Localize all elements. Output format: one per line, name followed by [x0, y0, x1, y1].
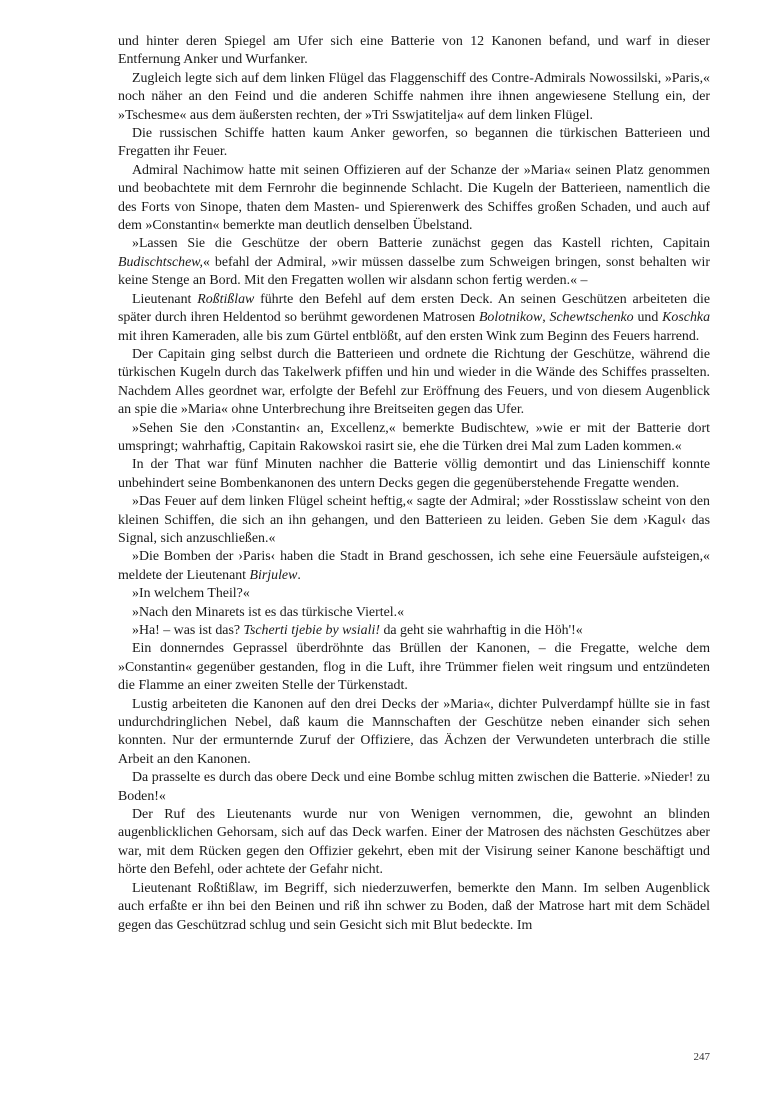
paragraph — [118, 622, 710, 640]
italic-text: Roßtißlaw — [197, 291, 255, 307]
italic-text: Tscherti tjebie by wsiali! — [243, 623, 380, 638]
text-run: Lustig arbeiteten die Kanonen auf den drei Decks der »Maria«, dichter Pulverdampf hüllte sie in fast undurchdringlichen Nebel, daß kaum die Mannschaften der Geschütze neben einander sich sehen konnten. Nur der ermunternde Zuruf der Offiziere, das Ächzen der Verwundeten unterbrach die stille Arbeit an den Kanonen. — [118, 696, 710, 767]
text-run: »Die Bomben der ›Paris‹ haben die Stadt in Brand geschossen, ich sehe eine Feuersäule aufsteigen,« meldete der Lieutenant — [118, 549, 710, 583]
paragraph — [118, 291, 710, 346]
text-run: und hinter deren Spiegel am Ufer sich eine Batterie von 12 Kanonen befand, und warf in dieser Entfernung Anker und Wurfanker. — [118, 34, 710, 68]
paragraph — [118, 456, 710, 493]
text-run: In der That war fünf Minuten nachher die Batterie völlig demontirt und das Linienschiff konnte unbehindert seine Bombenkanonen des untern Decks gegen die gegenüberstehende Fregatte wenden. — [118, 457, 710, 491]
text-run: Der Ruf des Lieutenants wurde nur von Wenigen vernommen, die, gewohnt an blinden augenblicklichen Gehorsam, sich auf das Deck warfen. Einer der Matrosen des nächsten Geschützes aber war, mit dem Rücken gegen den Offizier gekehrt, eben mit der Visirung seiner Kanone beschäftigt und hörte den Befehl, oder achtete der Gefahr nicht. — [118, 807, 710, 878]
text-run: Ein donnerndes Geprassel überdröhnte das Brüllen der Kanonen, – die Fregatte, welche dem »Constantin« gegenüber gestanden, flog in die Luft, ihre Trümmer fielen weit ringsum und entzündeten die Flamme an einer zweiten Stelle der Türkenstadt. — [118, 641, 710, 694]
text-run: Lieutenant — [132, 291, 198, 307]
text-run: »Ha! – was ist das? — [132, 623, 244, 638]
book-page-text — [118, 33, 710, 935]
italic-text: Budischtschew, — [118, 254, 203, 270]
text-run: « befahl der Admiral, »wir müssen dasselbe zum Schweigen bringen, sonst behalten wir keine Stenge an Bord. Mit den Fregatten wollen wir alsdann schon fertig werden.« – — [118, 254, 710, 289]
text-run: Da prasselte es durch das obere Deck und eine Bombe schlug mitten zwischen die Batterie. »Nieder! zu Boden!« — [118, 770, 710, 804]
paragraph — [118, 346, 710, 420]
italic-text: Schewtschenko — [549, 310, 634, 326]
text-run: »Lassen Sie die Geschütze der obern Batterie zunächst gegen das Kastell richten, Capitain — [132, 236, 710, 252]
paragraph — [118, 806, 710, 880]
paragraph — [118, 420, 710, 457]
italic-text: Birjulew — [249, 567, 298, 583]
text-run: . — [297, 567, 301, 583]
italic-text: Bolotnikow — [478, 310, 543, 326]
text-run: Die russischen Schiffe hatten kaum Anker geworfen, so begannen die türkischen Batterieen und Fregatten ihr Feuer. — [118, 126, 710, 160]
text-run: »Das Feuer auf dem linken Flügel scheint heftig,« sagte der Admiral; »der Rosstisslaw scheint von den kleinen Schiffen, die sich an ihn gehangen, und den Batterieen zu leiden. Geben Sie dem ›Kagul‹ das Signal, sich anzuschließen.« — [118, 494, 710, 546]
paragraph — [118, 235, 710, 290]
text-run: führte den Befehl auf dem ersten Deck. An seinen Geschützen arbeiteten die später durch ihren Heldentod so berühmt gewordenen Matrosen — [118, 291, 710, 326]
italic-text: Koschka — [662, 310, 711, 326]
paragraph — [118, 769, 710, 806]
text-run: »Nach den Minarets ist es das türkische Viertel.« — [132, 604, 405, 620]
paragraph — [118, 548, 710, 585]
text-run: da geht sie wahrhaftig in die Höh'!« — [379, 623, 583, 638]
paragraph — [118, 640, 710, 695]
paragraph — [118, 493, 710, 548]
text-run: Zugleich legte sich auf dem linken Flügel das Flaggenschiff des Contre-Admirals Nowossilski, »Paris,« noch näher an den Feind und die anderen Schiffe nahmen ihre ihnen angewiesene Stellung ein, der »Tschesme« aus dem äußersten rechten, der »Tri Sswjatitelja« auf dem linken Flügel. — [118, 70, 710, 123]
text-run: »In welchem Theil?« — [132, 586, 250, 602]
paragraph — [118, 880, 710, 935]
text-run: mit ihren Kameraden, alle bis zum Gürtel entblößt, auf den ersten Wink zum Beginn des Feuers harrend. — [118, 328, 700, 344]
paragraph — [118, 604, 710, 622]
paragraph — [118, 585, 710, 603]
paragraph — [118, 162, 710, 236]
text-run: Admiral Nachimow hatte mit seinen Offizieren auf der Schanze der »Maria« seinen Platz genommen und beobachtete mit dem Fernrohr die beginnende Schlacht. Die Kugeln der Batterieen, namentlich die des Forts von Sinope, thaten dem Masten- und Spierenwerk des Schiffes großen Schaden, und auch auf dem »Constantin« bemerkte man deutlich denselben Übelstand. — [118, 162, 710, 234]
text-run: »Sehen Sie den ›Constantin‹ an, Excellenz,« bemerkte Budischtew, »wie er mit der Batterie dort umspringt; wahrhaftig, Capitain Rakowskoi rasirt sie, ehe die Türken drei Mal zum Laden kommen.« — [118, 420, 710, 454]
text-run: und — [633, 310, 663, 326]
text-run: Der Capitain ging selbst durch die Batterieen und ordnete die Richtung der Geschütze, während die türkischen Kugeln durch das Takelwerk pfiffen und hin und wieder in die Wände des Schiffes prasselten. Nachdem Alles geordnet war, erfolgte der Befehl zur Eröffnung des Feuers, und von diesem Augenblick an spie die »Maria« ohne Unterbrechung ihre Breitseiten gegen das Ufer. — [118, 346, 710, 418]
text-run: , — [542, 310, 550, 326]
page-number: 247 — [693, 1051, 710, 1063]
text-run: Lieutenant Roßtißlaw, im Begriff, sich niederzuwerfen, bemerkte den Mann. Im selben Augenblick auch erfaßte er ihn bei den Beinen und riß ihn schwer zu Boden, daß der Matrose hart mit dem Schädel gegen das Geschützrad schlug und sein Gesicht sich mit Blut bedeckte. Im — [118, 880, 710, 933]
paragraph — [118, 125, 710, 162]
paragraph — [118, 696, 710, 770]
paragraph — [118, 33, 710, 70]
paragraph — [118, 70, 710, 125]
